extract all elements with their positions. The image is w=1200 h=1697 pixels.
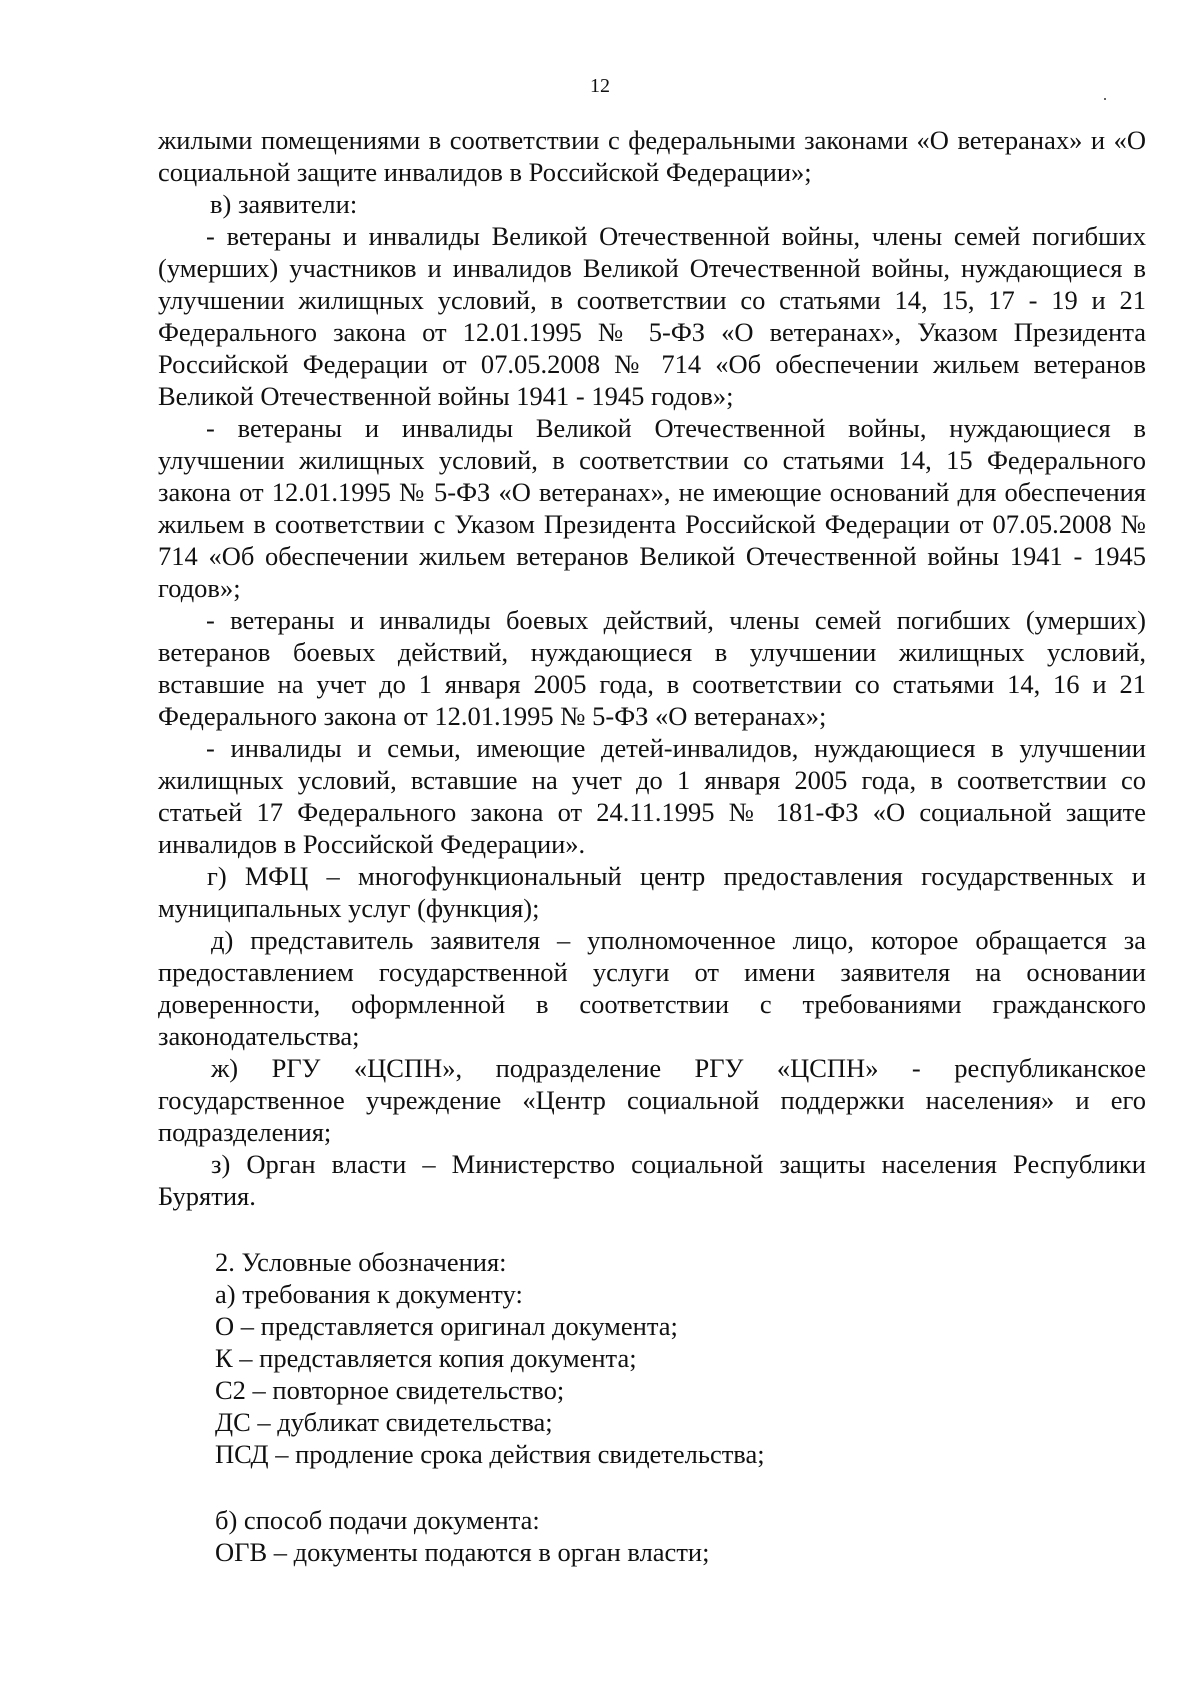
paragraph-mfc: г) МФЦ – многофункциональный центр предоставления государственных и муниципальных услуг (функция); [158, 861, 1146, 923]
section-2-sub-a: а) требования к документу: [215, 1279, 523, 1309]
paragraph-applicants-wwii-no-grounds: - ветераны и инвалиды Великой Отечественной войны, нуждающиеся в улучшении жилищных условий, в соответствии со статьями 14, 15 Федерального закона от 12.01.1995 № 5-ФЗ «О ветеранах», не имеющие оснований для обеспечения жильем в соответствии с Указом Президента Российской Федерации от 07.05.2008 № 714 «Об обеспечении жильем ветеранов Великой Отечественной войны 1941 - 1945 годов»; [158, 413, 1146, 603]
paragraph-rgu-cspn: ж) РГУ «ЦСПН», подразделение РГУ «ЦСПН» - республиканское государственное учреждение «Центр социальной поддержки населения» и его подразделения; [158, 1053, 1146, 1147]
paragraph-applicants-heading: в) заявители: [210, 189, 358, 219]
legend-item-ogv: ОГВ – документы подаются в орган власти; [215, 1537, 710, 1567]
paragraph-applicants-wwii-veterans: - ветераны и инвалиды Великой Отечественной войны, члены семей погибших (умерших) участников и инвалидов Великой Отечественной войны, нуждающиеся в улучшении жилищных условий, в соответствии со статьями 14, 15, 17 - 19 и 21 Федерального закона от 12.01.1995 № 5-ФЗ «О ветеранах», Указом Президента Российской Федерации от 07.05.2008 № 714 «Об обеспечении жильем ветеранов Великой Отечественной войны 1941 - 1945 годов»; [158, 221, 1146, 411]
document-body [158, 124, 1146, 1568]
scan-speck [1104, 98, 1106, 100]
legend-item-extension: ПСД – продление срока действия свидетельства; [215, 1439, 765, 1469]
legend-item-duplicate: ДС – дубликат свидетельства; [215, 1407, 553, 1437]
paragraph-authority: з) Орган власти – Министерство социальной защиты населения Республики Бурятия. [158, 1149, 1146, 1211]
page-number: 12 [590, 75, 610, 97]
legend-item-copy: К – представляется копия документа; [215, 1343, 637, 1373]
paragraph-applicants-disabled: - инвалиды и семьи, имеющие детей-инвалидов, нуждающиеся в улучшении жилищных условий, вставшие на учет до 1 января 2005 года, в соответствии со статьей 17 Федерального закона от 24.11.1995 № 181-ФЗ «О социальной защите инвалидов в Российской Федерации». [158, 733, 1146, 859]
section-2-heading: 2. Условные обозначения: [215, 1247, 507, 1277]
section-2-sub-b: б) способ подачи документа: [215, 1505, 540, 1535]
paragraph-applicants-combat-veterans: - ветераны и инвалиды боевых действий, члены семей погибших (умерших) ветеранов боевых действий, нуждающиеся в улучшении жилищных условий, вставшие на учет до 1 января 2005 года, в соответствии со статьями 14, 16 и 21 Федерального закона от 12.01.1995 № 5-ФЗ «О ветеранах»; [158, 605, 1146, 731]
paragraph-continuation: жилыми помещениями в соответствии с федеральными законами «О ветеранах» и «О социальной защите инвалидов в Российской Федерации»; [158, 125, 1146, 187]
paragraph-representative: д) представитель заявителя – уполномоченное лицо, которое обращается за предоставлением государственной услуги от имени заявителя на основании доверенности, оформленной в соответствии с требованиями гражданского законодательства; [158, 925, 1146, 1051]
section-gap [215, 1470, 1146, 1504]
legend-item-original: О – представляется оригинал документа; [215, 1311, 678, 1341]
section-2-legend [158, 1246, 1146, 1568]
legend-item-repeat-certificate: С2 – повторное свидетельство; [215, 1375, 565, 1405]
section-gap [158, 1212, 1146, 1246]
